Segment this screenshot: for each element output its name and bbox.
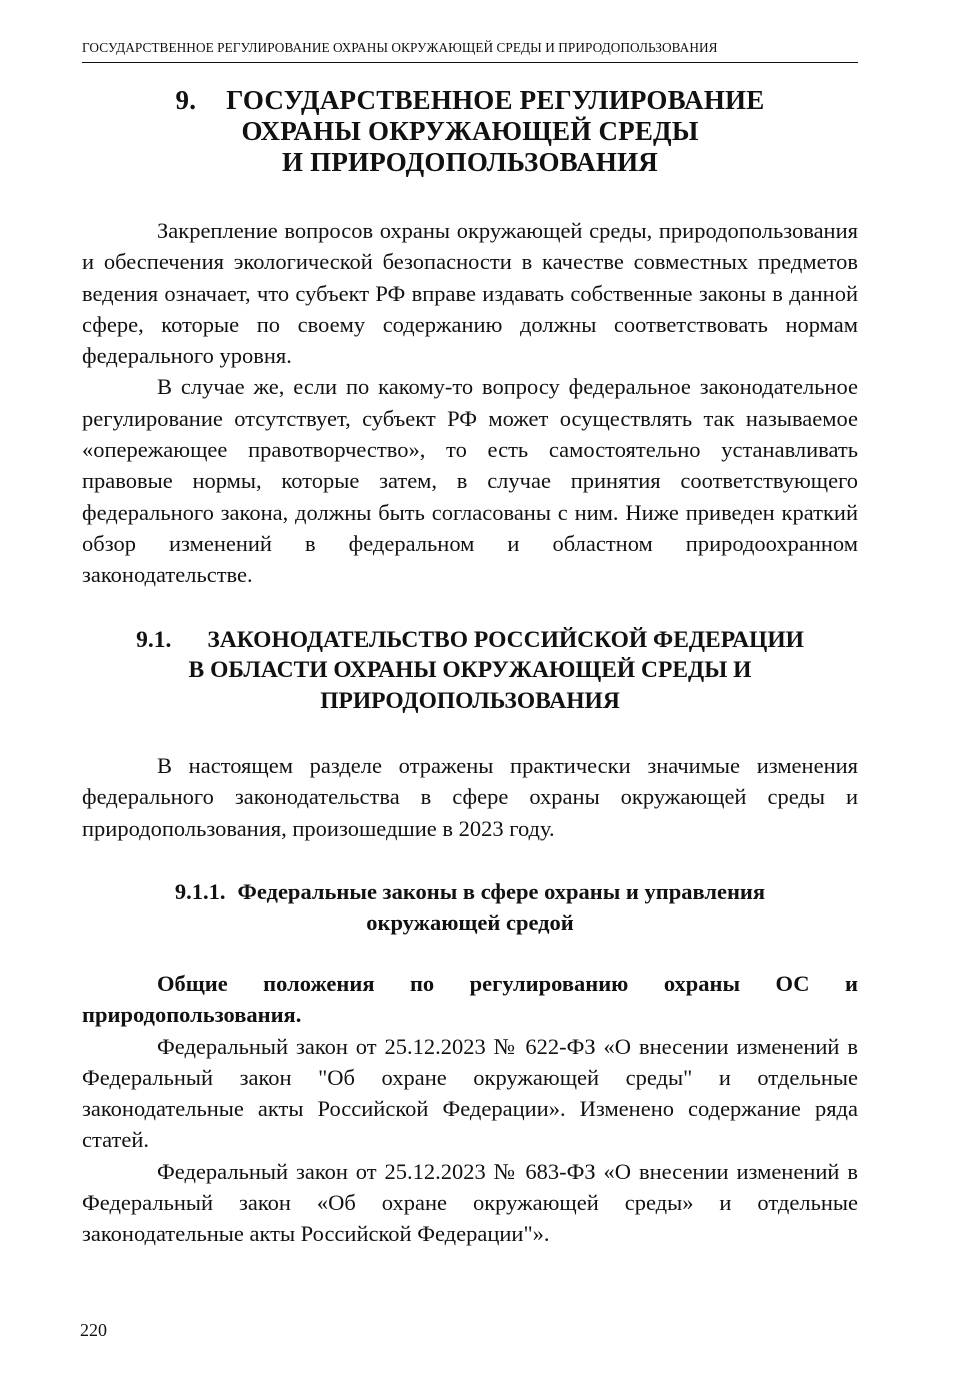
subsection-heading bbox=[82, 876, 858, 938]
subsection-heading-line-1 bbox=[82, 876, 858, 907]
section-title-line: В ОБЛАСТИ ОХРАНЫ ОКРУЖАЮЩЕЙ СРЕДЫ И bbox=[188, 657, 752, 684]
section-number: 9.1. bbox=[136, 626, 172, 653]
chapter-title-line: И ПРИРОДОПОЛЬЗОВАНИЯ bbox=[282, 147, 658, 177]
subsection-lead: Общие положения по регулированию охраны ОС и природопользования. bbox=[82, 970, 858, 1028]
page-content bbox=[82, 85, 858, 1250]
chapter-heading bbox=[82, 85, 858, 178]
subsection-title-line: Федеральные законы в сфере охраны и управления bbox=[237, 878, 766, 904]
chapter-number: 9. bbox=[175, 85, 197, 115]
chapter-title-line: ОХРАНЫ ОКРУЖАЮЩЕЙ СРЕДЫ bbox=[241, 116, 699, 146]
section-paragraph: В настоящем разделе отражены практически значимые изменения федерального законодательства в сфере охраны окружающей среды и природопользования, произошедшие в 2023 году. bbox=[82, 753, 858, 841]
subsection-number: 9.1.1. bbox=[174, 878, 226, 904]
section-heading bbox=[82, 625, 858, 717]
chapter-title-line: ГОСУДАРСТВЕННОЕ РЕГУЛИРОВАНИЕ bbox=[226, 85, 765, 115]
subsection-paragraph: Федеральный закон от 25.12.2023 № 622-ФЗ «О внесении изменений в Федеральный закон "Об охране окружающей среды" и отдельные законодательные акты Российской Федерации». Изменено содержание ряда статей. bbox=[82, 1033, 858, 1153]
subsection-title-line: окружающей средой bbox=[366, 909, 574, 935]
page-number: 220 bbox=[80, 1320, 107, 1340]
section-title-line: ЗАКОНОДАТЕЛЬСТВО РОССИЙСКОЙ ФЕДЕРАЦИИ bbox=[207, 626, 804, 653]
section-title-line: ПРИРОДОПОЛЬЗОВАНИЯ bbox=[320, 687, 620, 714]
subsection-paragraph: Федеральный закон от 25.12.2023 № 683-ФЗ «О внесении изменений в Федеральный закон «Об охране окружающей среды» и отдельные законодательные акты Российской Федерации"». bbox=[82, 1158, 858, 1247]
running-header: ГОСУДАРСТВЕННОЕ РЕГУЛИРОВАНИЕ ОХРАНЫ ОКРУЖАЮЩЕЙ СРЕДЫ И ПРИРОДОПОЛЬЗОВАНИЯ bbox=[82, 40, 858, 63]
section-heading-line-1 bbox=[82, 625, 858, 656]
intro-paragraph: Закрепление вопросов охраны окружающей среды, природопользования и обеспечения экологической безопасности в качестве совместных предметов ведения означает, что субъект РФ вправе издавать собственные законы в данной сфере, которые по своему содержанию должны соответствовать нормам федерального уровня. bbox=[82, 218, 858, 369]
chapter-heading-line-1 bbox=[82, 85, 858, 116]
intro-paragraph: В случае же, если по какому-то вопросу федеральное законодательное регулирование отсутствует, субъект РФ может осуществлять так называемое «опережающее правотворчество», то есть самостоятельно устанавливать правовые нормы, которые затем, в случае принятия соответствующего федерального закона, должны быть согласованы с ним. Ниже приведен краткий обзор изменений в федеральном и областном природоохранном законодательстве. bbox=[82, 374, 858, 588]
